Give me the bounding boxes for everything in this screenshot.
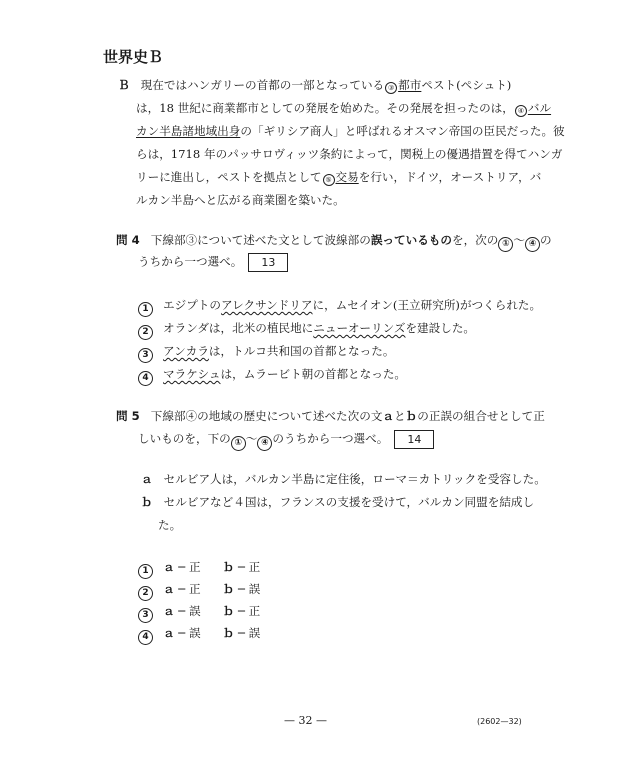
option-number: 4 xyxy=(138,371,153,386)
option-number: 1 xyxy=(138,302,153,317)
question-text: の正誤の組合せとして正 xyxy=(417,409,545,423)
choice-a: ａ xyxy=(163,626,175,640)
passage-text: を行い，ドイツ，オーストリア，バ xyxy=(358,170,542,184)
statement-label: ｂ xyxy=(141,495,153,509)
choice-b-value: ─ 誤 xyxy=(237,582,261,596)
choice-a: ａ xyxy=(163,560,175,574)
statement-text: セルビアなど４国は，フランスの支援を受けて，バルカン同盟を結成し xyxy=(163,495,535,509)
passage-text: ペスト(ペシュト) xyxy=(421,78,512,92)
q4-option-1[interactable] xyxy=(138,298,541,317)
choice-number: 4 xyxy=(138,630,153,645)
passage-text: 現在ではハンガリーの首都の一部となっている xyxy=(140,78,385,92)
answer-box-13[interactable]: 13 xyxy=(248,253,288,272)
question-5-line-1 xyxy=(116,409,545,424)
underline-marker-5: ⑤ xyxy=(323,174,335,186)
range-start-marker: ① xyxy=(498,237,513,252)
range-start-marker: ① xyxy=(231,436,246,451)
option-number: 3 xyxy=(138,348,153,363)
choice-b-value: ─ 正 xyxy=(237,604,261,618)
choice-b: ｂ xyxy=(222,604,235,618)
choice-b-value: ─ 誤 xyxy=(237,626,261,640)
underline-5-text: 交易 xyxy=(335,170,359,184)
option-wavy-text: アンカラ xyxy=(163,344,209,358)
range-tilde: ～ xyxy=(513,233,525,247)
q4-option-3[interactable] xyxy=(138,344,394,363)
page-code: (2602—32) xyxy=(477,717,522,726)
option-wavy-text: ニューオーリンズ xyxy=(313,321,406,335)
question-text: を，次の xyxy=(452,233,499,247)
underline-4-text: バル xyxy=(527,101,552,115)
choice-a: ａ xyxy=(163,582,175,596)
question-text: しいものを，下の xyxy=(138,431,231,446)
underline-4-text-cont: カン半島諸地域出身 xyxy=(136,124,241,138)
q4-option-4[interactable] xyxy=(138,367,406,386)
option-wavy-text: アレクサンドリア xyxy=(220,298,313,312)
passage-line-1 xyxy=(118,78,511,94)
passage-line-2 xyxy=(136,101,551,117)
choice-number: 2 xyxy=(138,586,153,601)
choice-a-value: ─ 誤 xyxy=(178,626,201,640)
choice-b: ｂ xyxy=(222,582,235,596)
question-text: うちから一つ選べ。 xyxy=(138,254,243,269)
choice-a-value: ─ 誤 xyxy=(178,604,201,618)
underline-marker-4: ④ xyxy=(515,105,527,117)
underline-marker-3: ③ xyxy=(385,82,397,94)
statement-text: セルビア人は，バルカン半島に定住後，ローマ＝カトリックを受容した。 xyxy=(163,472,546,486)
range-tilde: ～ xyxy=(245,431,258,446)
question-text: と xyxy=(394,409,406,423)
range-end-marker: ④ xyxy=(257,436,272,451)
range-end-marker: ④ xyxy=(525,237,540,252)
statement-ref-b: ｂ xyxy=(405,409,418,423)
passage-line-3 xyxy=(136,124,565,139)
statement-b xyxy=(141,495,534,510)
q4-option-2[interactable] xyxy=(138,321,475,340)
question-5-line-2 xyxy=(138,430,434,451)
question-text: のうちから一つ選べ。 xyxy=(272,431,389,446)
choice-b: ｂ xyxy=(222,626,235,640)
option-text: オランダは，北米の植民地に xyxy=(163,321,314,335)
choice-number: 1 xyxy=(138,564,153,579)
choice-a: ａ xyxy=(163,604,175,618)
option-text: は，トルコ共和国の首都となった。 xyxy=(208,344,395,358)
passage-line-4: らは，1718 年のパッサロヴィッツ条約によって，関税上の優遇措置を得てハンガ xyxy=(136,147,563,161)
statement-a xyxy=(141,472,546,487)
option-text: を建設した。 xyxy=(405,321,476,335)
question-text: 下線部③について述べた文として波線部の xyxy=(150,233,371,247)
section-title: 世界史Ｂ xyxy=(103,48,164,66)
option-wavy-text: マラケシュ xyxy=(163,367,221,381)
choice-number: 3 xyxy=(138,608,153,623)
choice-a-value: ─ 正 xyxy=(178,582,201,596)
q5-choice-4[interactable] xyxy=(138,626,260,645)
option-number: 2 xyxy=(138,325,153,340)
q5-choice-1[interactable] xyxy=(138,560,260,579)
passage-line-5 xyxy=(136,170,541,186)
q5-choice-2[interactable] xyxy=(138,582,260,601)
statement-ref-a: ａ xyxy=(382,409,395,423)
statement-label: ａ xyxy=(141,472,153,486)
page-number: — 32 — xyxy=(284,714,327,727)
option-text: は，ムラービト朝の首都となった。 xyxy=(220,367,407,381)
question-5-number: 問 5 xyxy=(116,409,140,423)
q5-choice-3[interactable] xyxy=(138,604,260,623)
question-4-line-2 xyxy=(138,253,288,272)
answer-box-14[interactable]: 14 xyxy=(394,430,434,449)
passage-text: リーに進出し，ペストを拠点として xyxy=(136,170,322,184)
question-4-number: 問 4 xyxy=(116,233,140,247)
passage-label: Ｂ xyxy=(118,78,130,92)
underline-3-text: 都市 xyxy=(398,78,422,92)
passage-text: の「ギリシア商人」と呼ばれるオスマン帝国の臣民だった。彼 xyxy=(240,124,565,138)
option-text: に，ムセイオン(王立研究所)がつくられた。 xyxy=(312,298,542,312)
option-text: エジプトの xyxy=(163,298,221,312)
choice-a-value: ─ 正 xyxy=(178,560,201,574)
choice-b-value: ─ 正 xyxy=(237,560,261,574)
passage-line-6: ルカン半島へと広がる商業圏を築いた。 xyxy=(136,193,345,207)
passage-text: は，18 世紀に商業都市としての発展を始めた。その発展を担ったのは， xyxy=(136,101,514,115)
statement-b-cont: た。 xyxy=(158,518,182,532)
question-text: の xyxy=(540,233,552,247)
question-emphasis: 誤っているもの xyxy=(370,233,452,247)
choice-b: ｂ xyxy=(222,560,235,574)
question-4-line-1 xyxy=(116,233,552,252)
question-text: 下線部④の地域の歴史について述べた次の文 xyxy=(150,409,383,423)
